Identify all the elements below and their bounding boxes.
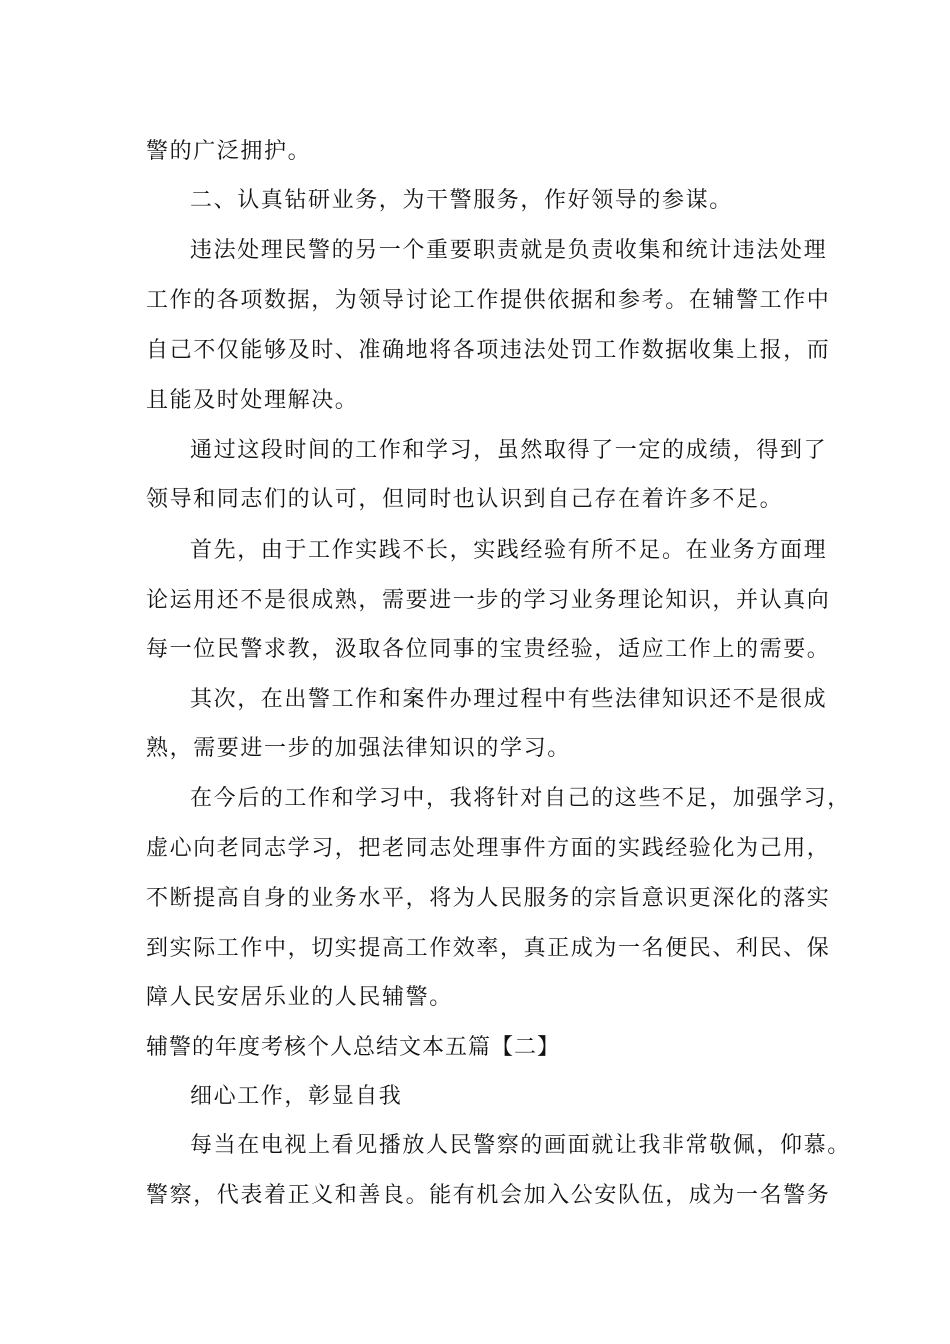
text-line: 到实际工作中，切实提高工作效率，真正成为一名便民、利民、保 (146, 936, 831, 961)
subtitle: 细心工作，彰显自我 (190, 1084, 403, 1109)
text-line: 领导和同志们的认可，但同时也认识到自己存在着许多不足。 (146, 487, 784, 512)
text-line: 不断提高自身的业务水平，将为人民服务的宗旨意识更深化的落实 (146, 886, 831, 911)
text-line: 且能及时处理解决。 (146, 388, 359, 413)
text-line: 在今后的工作和学习中，我将针对自己的这些不足，加强学习， (190, 786, 851, 811)
text-line: 每当在电视上看见播放人民警察的画面就让我非常敬佩，仰慕。 (190, 1133, 851, 1158)
text-line: 其次，在出警工作和案件办理过程中有些法律知识还不是很成 (190, 687, 828, 712)
text-line: 论运用还不是很成熟，需要进一步的学习业务理论知识，并认真向 (146, 588, 831, 613)
text-line: 熟，需要进一步的加强法律知识的学习。 (146, 736, 571, 761)
text-line: 警察，代表着正义和善良。能有机会加入公安队伍，成为一名警务 (146, 1183, 831, 1208)
text-line: 工作的各项数据，为领导讨论工作提供依据和参考。在辅警工作中 (146, 288, 831, 313)
text-line: 通过这段时间的工作和学习，虽然取得了一定的成绩，得到了 (190, 438, 828, 463)
text-line: 每一位民警求教，汲取各位同事的宝贵经验，适应工作上的需要。 (146, 637, 831, 662)
text-line: 障人民安居乐业的人民辅警。 (146, 985, 453, 1010)
section-heading: 二、认真钻研业务，为干警服务，作好领导的参谋。 (190, 188, 733, 213)
article-title: 辅警的年度考核个人总结文本五篇【二】 (146, 1035, 561, 1060)
text-line: 违法处理民警的另一个重要职责就是负责收集和统计违法处理 (190, 238, 828, 263)
text-line: 首先，由于工作实践不长，实践经验有所不足。在业务方面理 (190, 538, 828, 563)
text-line: 虚心向老同志学习，把老同志处理事件方面的实践经验化为己用， (146, 836, 831, 861)
text-line: 自己不仅能够及时、准确地将各项违法处罚工作数据收集上报，而 (146, 338, 831, 363)
text-line: 警的广泛拥护。 (146, 139, 312, 164)
